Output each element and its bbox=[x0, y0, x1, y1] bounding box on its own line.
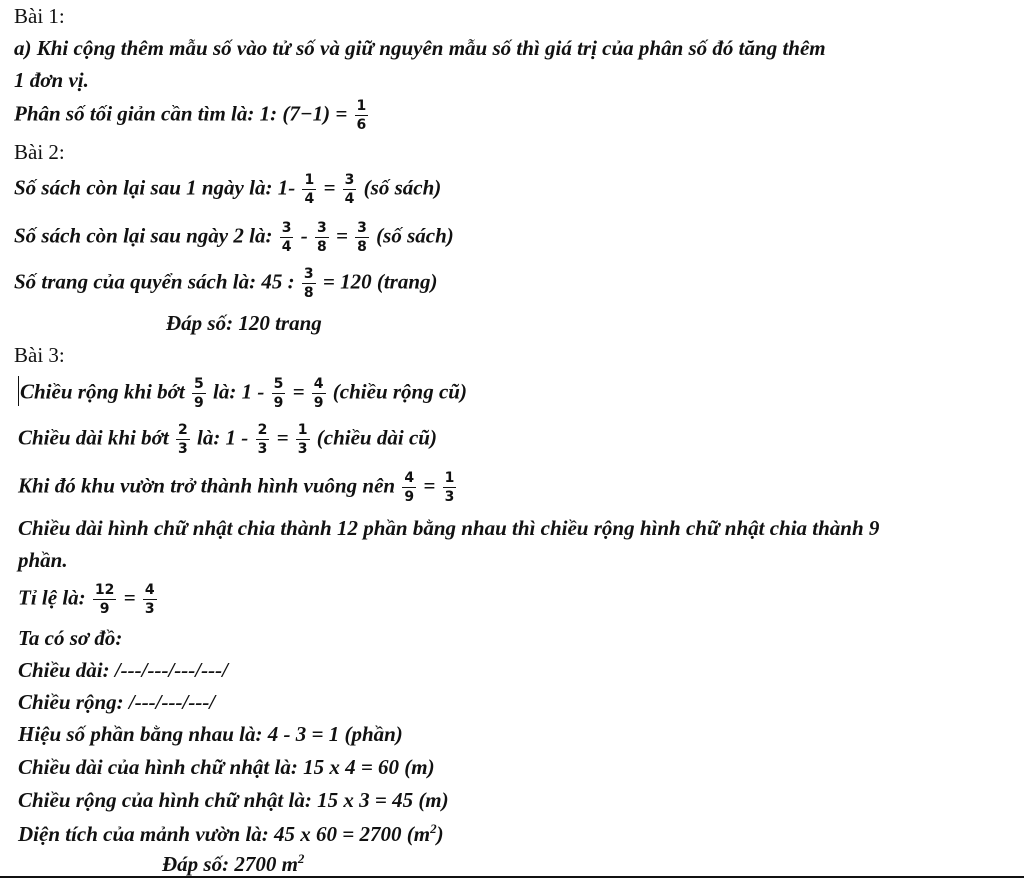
bai3-line1-mid: là: 1 - bbox=[213, 379, 265, 404]
fraction bbox=[256, 422, 270, 457]
bai2-heading: Bài 2: bbox=[14, 140, 65, 164]
fraction bbox=[192, 376, 206, 411]
fraction bbox=[312, 376, 326, 411]
bai3-line5 bbox=[18, 582, 159, 617]
bai2-answer: Đáp số: 120 trang bbox=[166, 311, 322, 335]
bai3-line3 bbox=[18, 470, 458, 505]
bai3-answer-text: Đáp số: 2700 m bbox=[162, 852, 298, 876]
fraction bbox=[315, 220, 329, 255]
bai2-line2-post: (số sách) bbox=[376, 223, 454, 248]
fraction bbox=[302, 172, 316, 207]
denominator: 8 bbox=[357, 239, 367, 256]
numerator: 4 bbox=[402, 470, 416, 488]
fraction bbox=[93, 582, 116, 617]
bai3-line12-pre: Diện tích của mảnh vườn là: 45 x 60 = 2700 (m bbox=[18, 822, 431, 846]
equals-sign: = bbox=[323, 175, 336, 200]
bai2-line2 bbox=[14, 220, 454, 255]
denominator: 3 bbox=[444, 489, 455, 506]
bai3-heading: Bài 3: bbox=[14, 343, 65, 367]
minus-sign: - bbox=[300, 223, 308, 248]
denominator: 3 bbox=[257, 441, 268, 458]
numerator: 1 bbox=[443, 470, 457, 488]
numerator: 4 bbox=[143, 582, 157, 600]
numerator: 3 bbox=[302, 266, 316, 284]
denominator: 4 bbox=[344, 191, 355, 208]
denominator: 4 bbox=[304, 191, 315, 208]
bai1-line-a2: 1 đơn vị. bbox=[14, 68, 89, 92]
bai1-heading: Bài 1: bbox=[14, 4, 65, 28]
bai2-line3-pre: Số trang của quyển sách là: 45 : bbox=[14, 269, 295, 294]
fraction bbox=[343, 172, 357, 207]
bai2-line3 bbox=[14, 266, 438, 301]
superscript: 2 bbox=[297, 851, 305, 866]
denominator: 3 bbox=[177, 441, 188, 458]
bai3-line7: Chiều dài: /---/---/---/---/ bbox=[18, 658, 228, 682]
bai2-line1-pre: Số sách còn lại sau 1 ngày là: 1- bbox=[14, 175, 296, 200]
equals-sign: = bbox=[292, 379, 305, 404]
denominator: 4 bbox=[281, 239, 292, 256]
bai3-line6: Ta có sơ đồ: bbox=[18, 626, 123, 650]
bai3-line3-pre: Khi đó khu vườn trở thành hình vuông nên bbox=[18, 473, 396, 498]
bai2-line2-pre: Số sách còn lại sau ngày 2 là: bbox=[14, 223, 273, 248]
bai3-answer bbox=[162, 852, 304, 875]
bai3-line12 bbox=[18, 822, 444, 845]
superscript: 2 bbox=[430, 821, 437, 836]
denominator: 8 bbox=[303, 285, 314, 302]
fraction bbox=[355, 220, 369, 255]
bai2-line1-post: (số sách) bbox=[363, 175, 442, 200]
numerator: 3 bbox=[355, 220, 369, 238]
bai3-line1 bbox=[20, 376, 467, 411]
numerator: 1 bbox=[355, 98, 369, 116]
bai1-line-b bbox=[14, 98, 370, 133]
bai3-line2-mid: là: 1 - bbox=[196, 425, 249, 450]
denominator: 9 bbox=[313, 395, 324, 412]
denominator: 8 bbox=[316, 239, 327, 256]
equals-sign: = bbox=[123, 585, 136, 610]
numerator: 4 bbox=[312, 376, 326, 394]
numerator: 5 bbox=[272, 376, 286, 394]
bai3-line8: Chiều rộng: /---/---/---/ bbox=[18, 690, 216, 714]
numerator: 12 bbox=[93, 582, 116, 600]
bai3-line4b: phần. bbox=[18, 548, 68, 572]
fraction bbox=[143, 582, 157, 617]
numerator: 2 bbox=[176, 422, 190, 440]
numerator: 3 bbox=[315, 220, 329, 238]
equals-sign: = bbox=[423, 473, 436, 498]
bai3-line4a: Chiều dài hình chữ nhật chia thành 12 phần bằng nhau thì chiều rộng hình chữ nhật chia thành 9 bbox=[18, 516, 880, 540]
bai3-line2 bbox=[18, 422, 437, 457]
denominator: 3 bbox=[297, 441, 308, 458]
bai3-line12-post: ) bbox=[436, 822, 444, 846]
fraction bbox=[296, 422, 310, 457]
bai3-line1-post: (chiều rộng cũ) bbox=[332, 379, 467, 404]
fraction bbox=[302, 266, 316, 301]
fraction bbox=[355, 98, 369, 133]
bai2-line3-post: = 120 (trang) bbox=[322, 269, 438, 294]
bai2-line1 bbox=[14, 172, 441, 207]
numerator: 1 bbox=[302, 172, 316, 190]
denominator: 9 bbox=[99, 601, 110, 618]
fraction bbox=[443, 470, 457, 505]
bai3-line9: Hiệu số phần bằng nhau là: 4 - 3 = 1 (phần) bbox=[18, 722, 403, 746]
fraction bbox=[176, 422, 190, 457]
denominator: 3 bbox=[144, 601, 155, 618]
numerator: 3 bbox=[343, 172, 357, 190]
numerator: 3 bbox=[280, 220, 294, 238]
denominator: 9 bbox=[273, 395, 284, 412]
equals-sign: = bbox=[335, 223, 348, 248]
fraction bbox=[280, 220, 294, 255]
bai3-line2-pre: Chiều dài khi bớt bbox=[18, 425, 169, 450]
bai3-line2-post: (chiều dài cũ) bbox=[316, 425, 437, 450]
bai1-line-a1: a) Khi cộng thêm mẫu số vào tử số và giữ nguyên mẫu số thì giá trị của phân số đó tăng thêm bbox=[14, 36, 826, 60]
denominator: 9 bbox=[404, 489, 415, 506]
bai3-line10: Chiều dài của hình chữ nhật là: 15 x 4 = 60 (m) bbox=[18, 755, 435, 779]
denominator: 9 bbox=[194, 395, 204, 412]
bai3-line1-pre: Chiều rộng khi bớt bbox=[20, 379, 185, 404]
bai3-line5-pre: Tỉ lệ là: bbox=[18, 585, 86, 610]
denominator: 6 bbox=[356, 117, 367, 134]
equals-sign: = bbox=[276, 425, 289, 450]
text-cursor bbox=[18, 376, 19, 406]
numerator: 1 bbox=[296, 422, 310, 440]
bai3-line11: Chiều rộng của hình chữ nhật là: 15 x 3 = 45 (m) bbox=[18, 788, 449, 812]
bai1-line-b-text: Phân số tối giản cần tìm là: 1: (7−1) = bbox=[14, 101, 348, 126]
fraction bbox=[402, 470, 416, 505]
numerator: 2 bbox=[256, 422, 270, 440]
numerator: 5 bbox=[192, 376, 206, 394]
bottom-rule bbox=[0, 876, 1024, 878]
fraction bbox=[272, 376, 286, 411]
